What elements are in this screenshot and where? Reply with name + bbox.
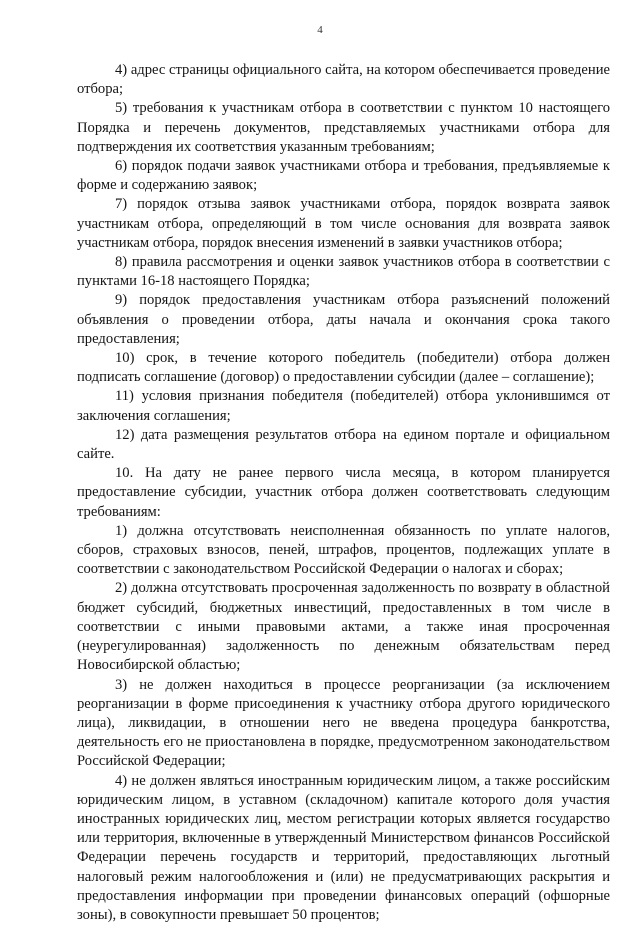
paragraph-item-9: 9) порядок предоставления участникам отбора разъяснений положений объявления о проведении отбора, даты начала и окончания срока такого предоставления; [77,292,610,347]
requirement-item-4: 4) не должен являться иностранным юридическим лицом, а также российским юридическим лицом, в уставном (складочном) капитале которого доля участия иностранных юридических лиц, местом регистрации которых является государство или территория, включенные в утвержденный Министерством финансов Российской Федерации перечень государств и территорий, предоставляющих льготный налоговый режим налогообложения и (или) не предусматривающих раскрытия и предоставления информации при проведении финансовых операций (офшорные зоны), в совокупности превышает 50 процентов; [77,772,610,923]
requirement-item-2: 2) должна отсутствовать просроченная задолженность по возврату в областной бюджет субсидий, бюджетных инвестиций, предоставленных в том числе в соответствии с иными правовыми актами, а также иная просроченная (неурегулированная) задолженность по денежным обязательствам перед Новосибирской областью; [77,580,610,674]
requirement-item-1: 1) должна отсутствовать неисполненная обязанность по уплате налогов, сборов, страховых взносов, пеней, штрафов, процентов, подлежащих уплате в соответствии с законодательством Российской Федерации о налогах и сборах; [77,522,610,578]
paragraph-item-6: 6) порядок подачи заявок участниками отбора и требования, предъявляемые к форме и содержанию заявок; [77,158,610,194]
paragraph-item-5: 5) требования к участникам отбора в соответствии с пунктом 10 настоящего Порядка и перечень документов, представляемых участниками отбора для подтверждения их соответствия указанным требованиям; [77,100,610,155]
paragraph-item-7: 7) порядок отзыва заявок участниками отбора, порядок возврата заявок участникам отбора, определяющий в том числе основания для возврата заявок участникам отбора, порядок внесения изменений в заявки участников отбора; [77,196,610,251]
page-number: 4 [317,24,323,36]
paragraph-item-12: 12) дата размещения результатов отбора на едином портале и официальном сайте. [77,426,610,463]
paragraph-item-8: 8) правила рассмотрения и оценки заявок участников отбора в соответствии с пунктами 16-18 настоящего Порядка; [77,254,610,290]
paragraph-item-11: 11) условия признания победителя (победителей) отбора уклонившимся от заключения соглашения; [77,388,610,424]
paragraph-item-10: 10) срок, в течение которого победитель (победители) отбора должен подписать соглашение (договор) о предоставлении субсидии (далее – соглашение); [77,350,610,386]
paragraph-item-4: 4) адрес страницы официального сайта, на котором обеспечивается проведение отбора; [77,62,610,98]
document-body [77,61,610,925]
section-10-heading-paragraph: 10. На дату не ранее первого числа месяца, в котором планируется предоставление субсидии, участник отбора должен соответствовать следующим требованиям: [77,465,610,520]
requirement-item-3: 3) не должен находиться в процессе реорганизации (за исключением реорганизации в форме присоединения к участнику отбора другого юридического лица), ликвидации, в отношении него не введена процедура банкротства, деятельность его не приостановлена в порядке, предусмотренном законодательством Российской Федерации; [77,676,610,770]
